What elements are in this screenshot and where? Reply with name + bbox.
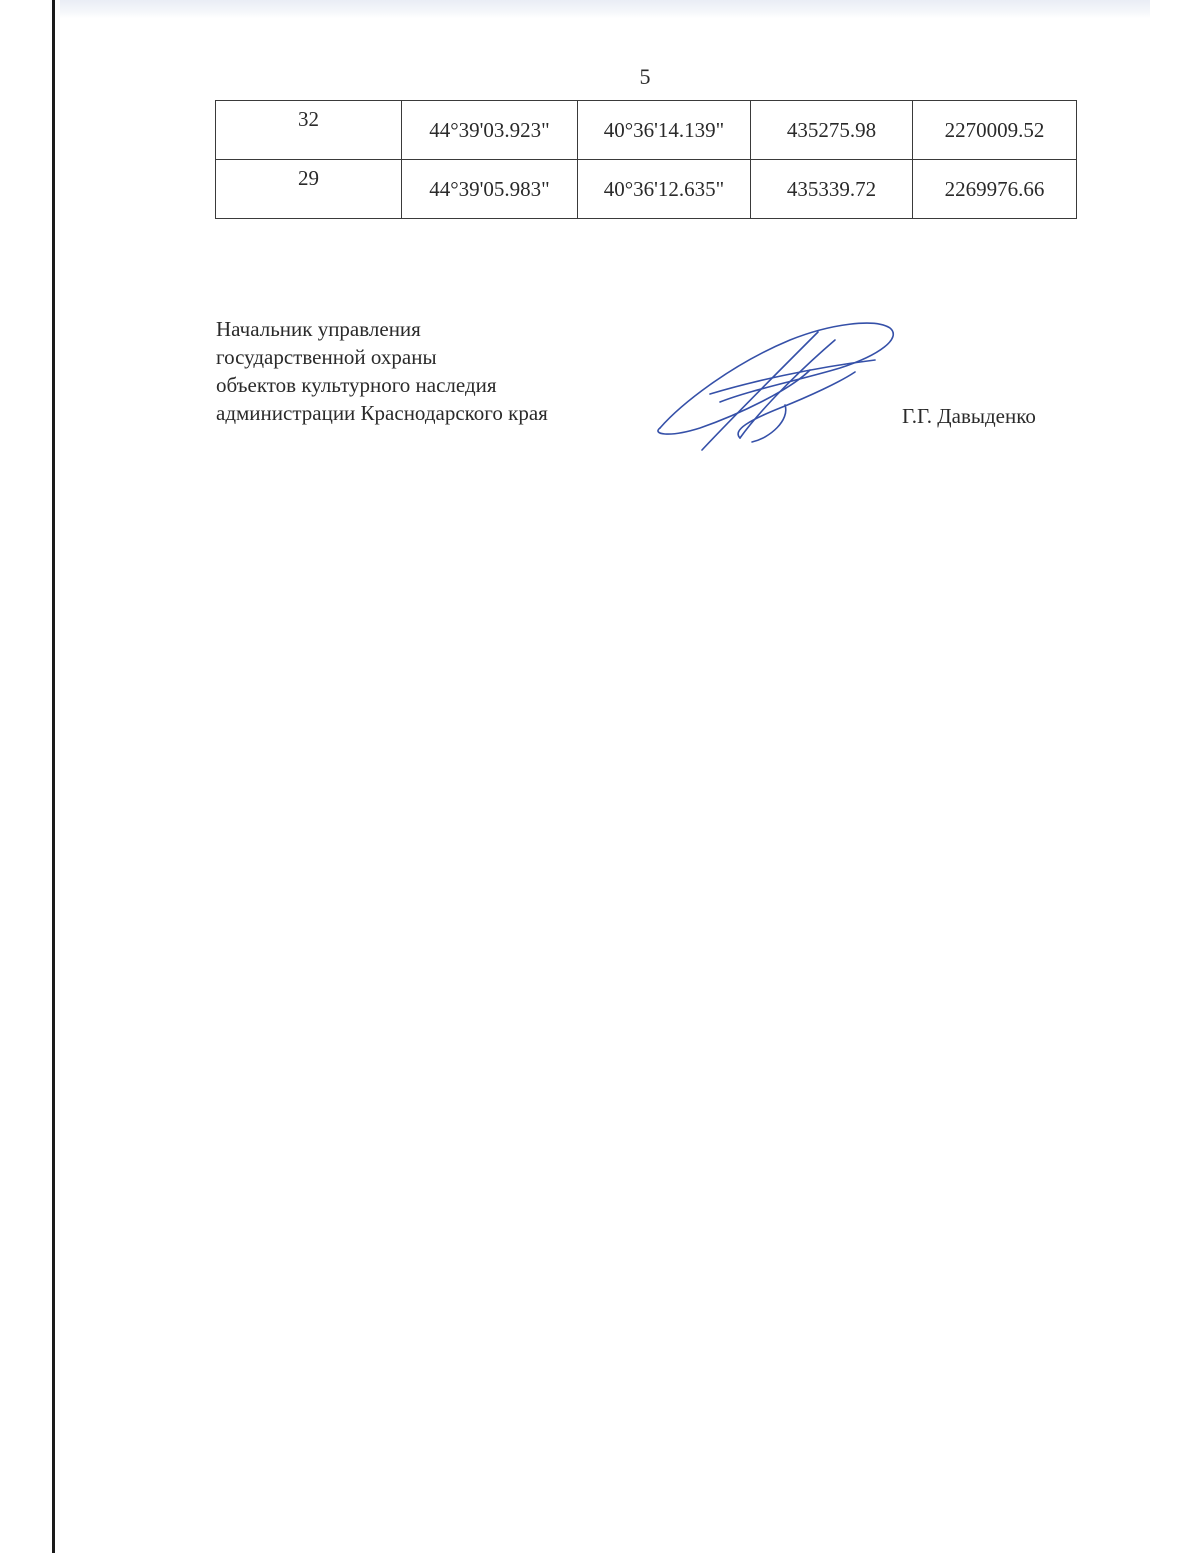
handwritten-signature-icon (640, 310, 910, 455)
x-coordinate-cell: 435275.98 (751, 101, 913, 160)
x-coordinate-cell: 435339.72 (751, 160, 913, 219)
y-coordinate-cell: 2269976.66 (913, 160, 1077, 219)
longitude-cell: 40°36'12.635" (578, 160, 751, 219)
coordinates-table (215, 100, 1077, 219)
table-row (216, 101, 1077, 160)
latitude-cell: 44°39'03.923" (402, 101, 578, 160)
scan-top-band (60, 0, 1150, 18)
latitude-cell: 44°39'05.983" (402, 160, 578, 219)
position-line: администрации Краснодарского края (216, 401, 548, 425)
point-number-cell: 29 (216, 160, 402, 219)
y-coordinate-cell: 2270009.52 (913, 101, 1077, 160)
position-line: государственной охраны (216, 345, 437, 369)
page-number: 5 (639, 64, 651, 89)
signatory-position (216, 315, 548, 427)
point-number-cell: 32 (216, 101, 402, 160)
scan-left-edge (52, 0, 55, 1553)
position-line: Начальник управления (216, 317, 421, 341)
signatory-name: Г.Г. Давыденко (902, 404, 1036, 428)
position-line: объектов культурного наследия (216, 373, 497, 397)
longitude-cell: 40°36'14.139" (578, 101, 751, 160)
table-row (216, 160, 1077, 219)
